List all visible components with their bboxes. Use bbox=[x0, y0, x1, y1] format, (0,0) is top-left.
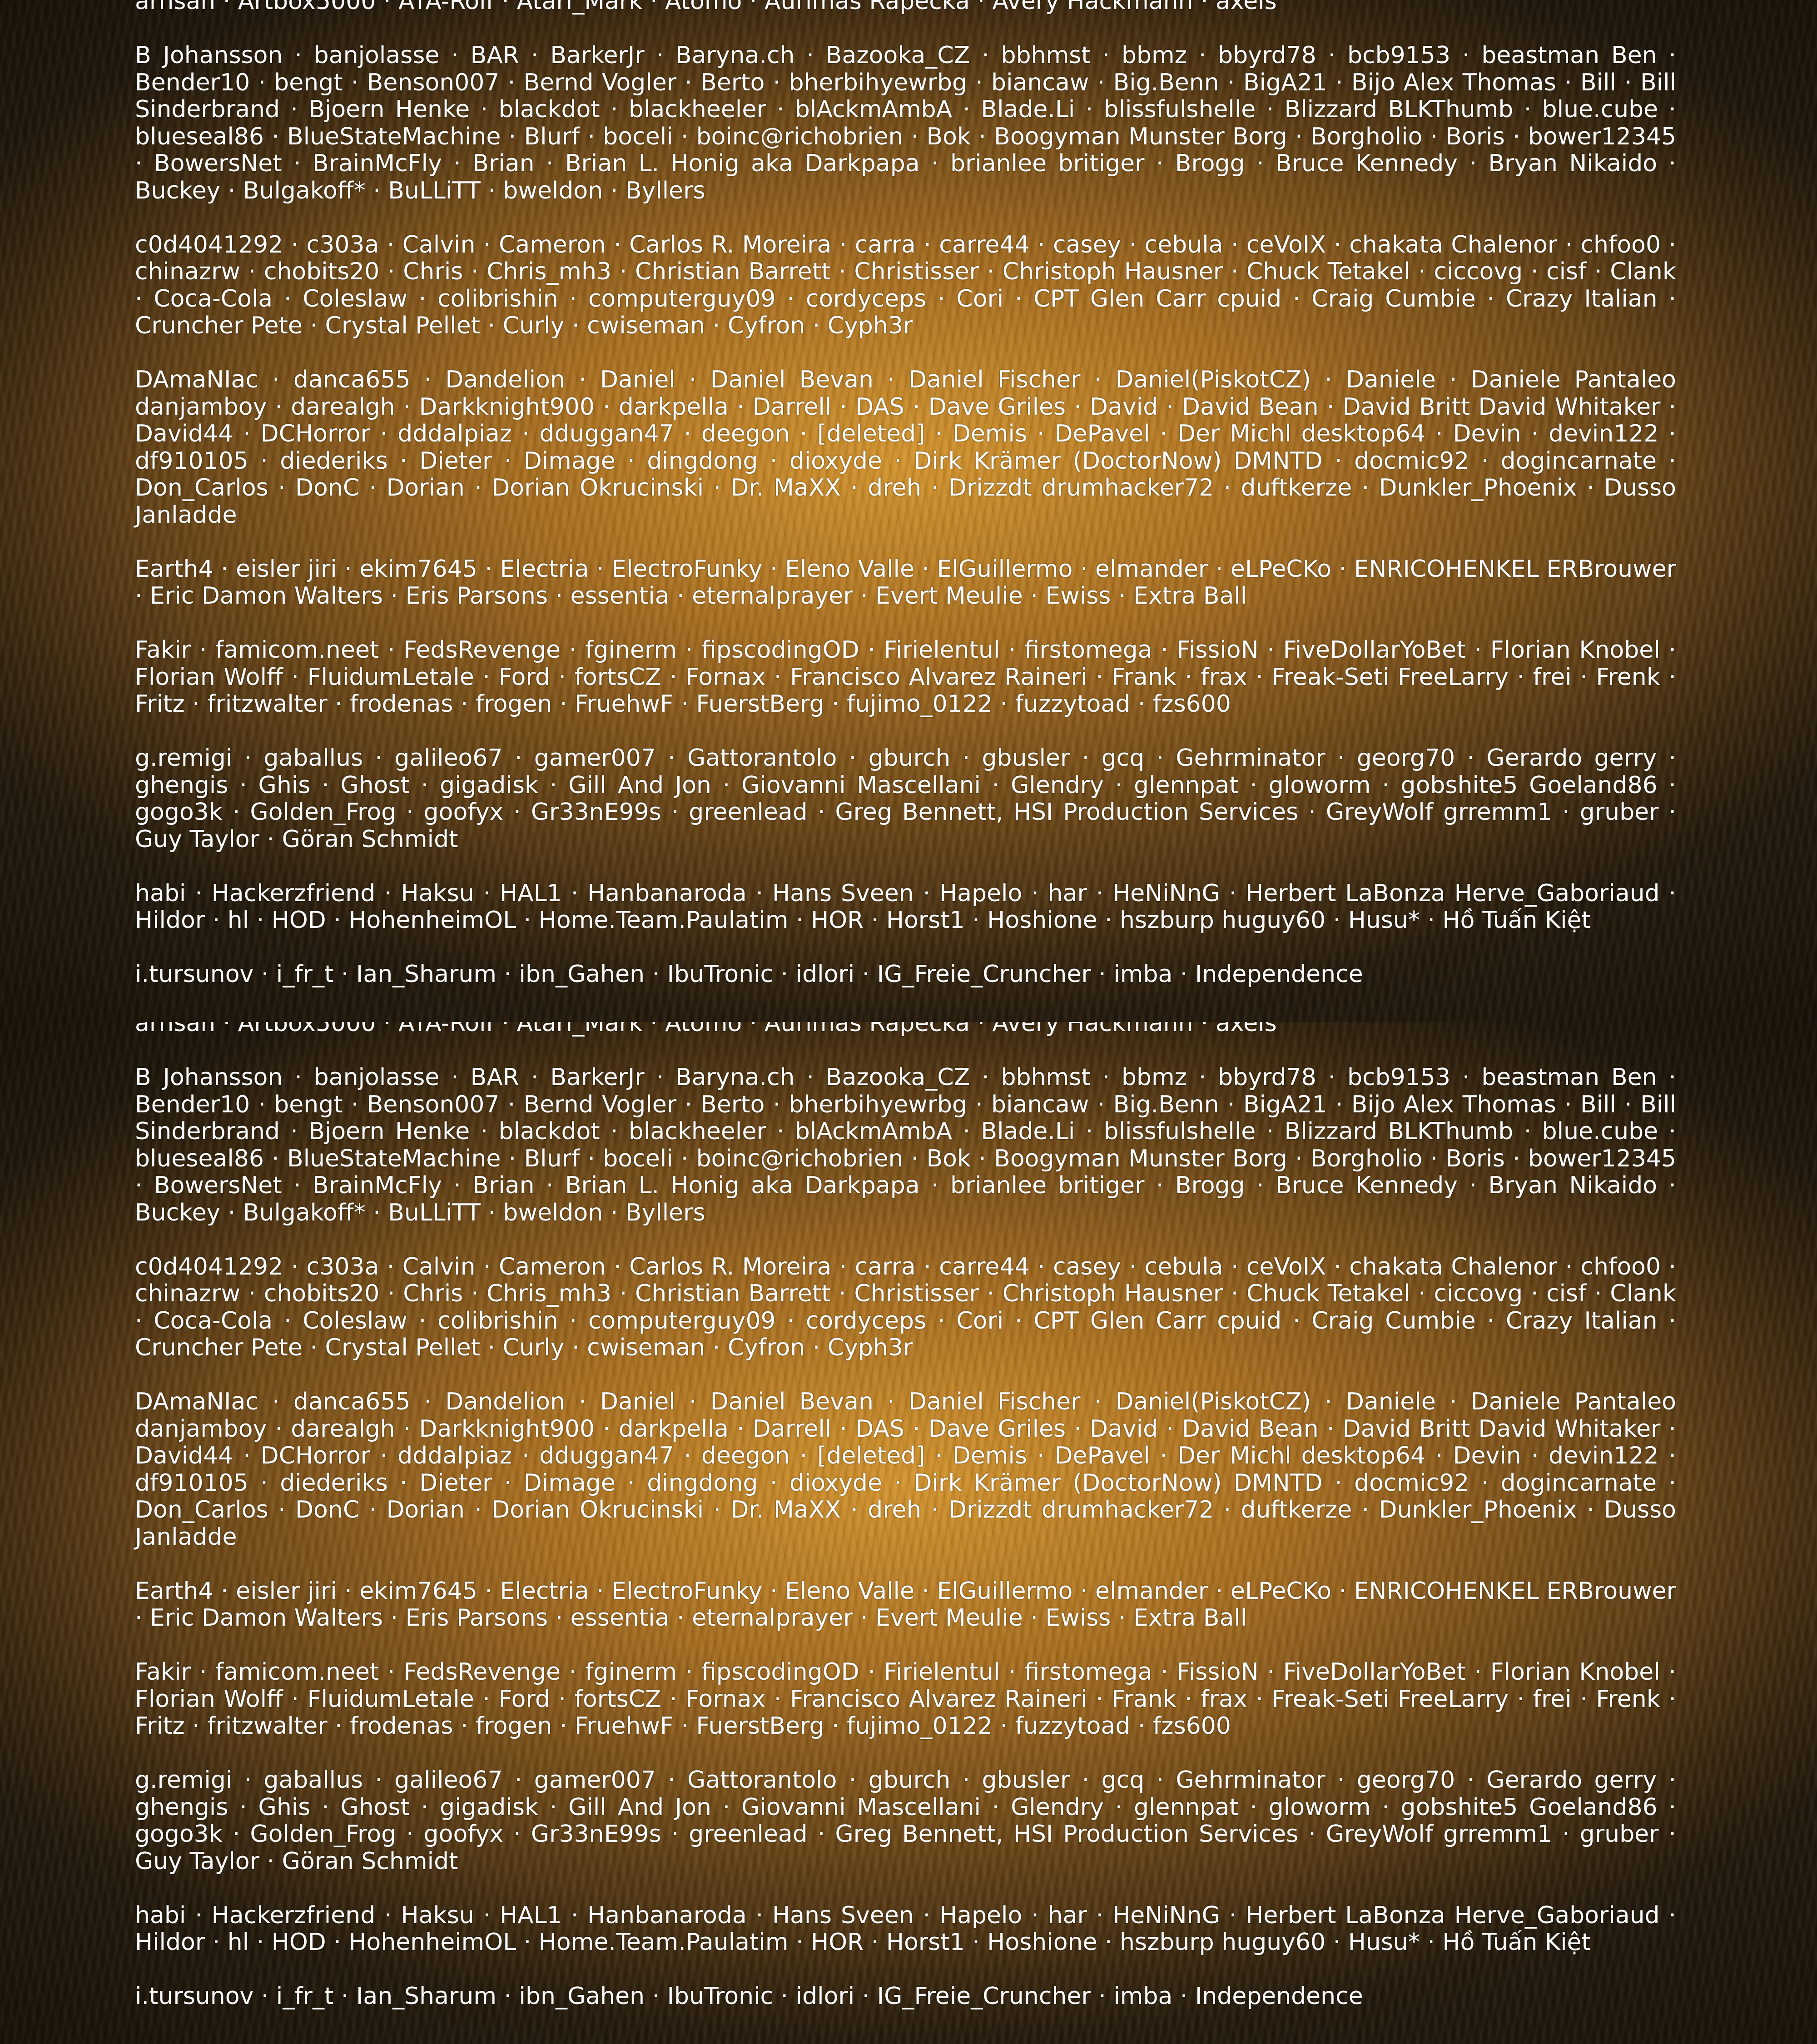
credits-block-d: DAmaNIac · danca655 · Dandelion · Daniel · Daniel Bevan · Daniel Fischer · Daniel(PiskotCZ) · Daniele · Daniele Pantaleo danjamboy · darealgh · Darkknight900 · darkpella · Darrell · DAS · Dave Griles · David · David Bean · David Britt David Whitaker · David44 · DCHorror · dddalpiaz · dduggan47 · deegon · [deleted] · Demis · DePavel · Der Michl desktop64 · Devin · devin122 · df910105 · diederiks · Dieter · Dimage · dingdong · dioxyde · Dirk Krämer (DoctorNow) DMNTD · docmic92 · dogincarnate · Don_Carlos · DonC · Dorian · Dorian Okrucinski · Dr. MaXX · dreh · Drizzdt drumhacker72 · duftkerze · Dunkler_Phoenix · Dusso Janladde bbox=[135, 1389, 1676, 1551]
credits-block-h: habi · Hackerzfriend · Haksu · HAL1 · Hanbanaroda · Hans Sveen · Hapelo · har · HeNiNnG · Herbert LaBonza Herve_Gaboriaud · Hildor · hl · HOD · HohenheimOL · Home.Team.Paulatim · HOR · Horst1 · Hoshione · hszburp huguy60 · Husu* · Hồ Tuấn Kiệt bbox=[135, 1902, 1676, 1956]
credits-block-b: B Johansson · banjolasse · BAR · BarkerJr · Baryna.ch · Bazooka_CZ · bbhmst · bbmz · bbyrd78 · bcb9153 · beastman Ben · Bender10 · bengt · Benson007 · Bernd Vogler · Berto · bherbihyewrbg · biancaw · Big.Benn · BigA21 · Bijo Alex Thomas · Bill · Bill Sinderbrand · Bjoern Henke · blackdot · blackheeler · blAckmAmbA · Blade.Li · blissfulshelle · Blizzard BLKThumb · blue.cube · blueseal86 · BlueStateMachine · Blurf · boceli · boinc@richobrien · Bok · Boogyman Munster Borg · Borgholio · Boris · bower12345 · BowersNet · BrainMcFly · Brian · Brian L. Honig aka Darkpapa · brianlee britiger · Brogg · Bruce Kennedy · Bryan Nikaido · Buckey · Bulgakoff* · BuLLiTT · bweldon · Byllers bbox=[135, 1064, 1676, 1226]
credits-block-e: Earth4 · eisler jiri · ekim7645 · Electria · ElectroFunky · Eleno Valle · ElGuillermo · elmander · eLPeCKo · ENRICOHENKEL ERBrouwer · Eric Damon Walters · Eris Parsons · essentia · eternalprayer · Evert Meulie · Ewiss · Extra Ball bbox=[135, 1578, 1676, 1632]
credits-block-a-tail: arnsan · Artbox5000 · ATA-Rolf · Atari_Mark · Atomo · Aurimas Rapecka · Avery Hackmann · axels bbox=[135, 0, 1676, 15]
credits-block-h: habi · Hackerzfriend · Haksu · HAL1 · Hanbanaroda · Hans Sveen · Hapelo · har · HeNiNnG · Herbert LaBonza Herve_Gaboriaud · Hildor · hl · HOD · HohenheimOL · Home.Team.Paulatim · HOR · Horst1 · Hoshione · hszburp huguy60 · Husu* · Hồ Tuấn Kiệt bbox=[135, 880, 1676, 934]
credits-block-i-head: i.tursunov · i_fr_t · Ian_Sharum · ibn_Gahen · IbuTronic · idlori · IG_Freie_Cruncher · imba · Independence bbox=[135, 961, 1676, 988]
credits-block-b: B Johansson · banjolasse · BAR · BarkerJr · Baryna.ch · Bazooka_CZ · bbhmst · bbmz · bbyrd78 · bcb9153 · beastman Ben · Bender10 · bengt · Benson007 · Bernd Vogler · Berto · bherbihyewrbg · biancaw · Big.Benn · BigA21 · Bijo Alex Thomas · Bill · Bill Sinderbrand · Bjoern Henke · blackdot · blackheeler · blAckmAmbA · Blade.Li · blissfulshelle · Blizzard BLKThumb · blue.cube · blueseal86 · BlueStateMachine · Blurf · boceli · boinc@richobrien · Bok · Boogyman Munster Borg · Borgholio · Boris · bower12345 · BowersNet · BrainMcFly · Brian · Brian L. Honig aka Darkpapa · brianlee britiger · Brogg · Bruce Kennedy · Bryan Nikaido · Buckey · Bulgakoff* · BuLLiTT · bweldon · Byllers bbox=[135, 42, 1676, 204]
credits-block-c: c0d4041292 · c303a · Calvin · Cameron · Carlos R. Moreira · carra · carre44 · casey · cebula · ceVoIX · chakata Chalenor · chfoo0 · chinazrw · chobits20 · Chris · Chris_mh3 · Christian Barrett · Christisser · Christoph Hausner · Chuck Tetakel · ciccovg · cisf · Clank · Coca-Cola · Coleslaw · colibrishin · computerguy09 · cordyceps · Cori · CPT Glen Carr cpuid · Craig Cumbie · Crazy Italian · Cruncher Pete · Crystal Pellet · Curly · cwiseman · Cyfron · Cyph3r bbox=[135, 232, 1676, 340]
credits-block-f: Fakir · famicom.neet · FedsRevenge · fginerm · fipscodingOD · Firielentul · firstomega · FissioN · FiveDollarYoBet · Florian Knobel · Florian Wolff · FluidumLetale · Ford · fortsCZ · Fornax · Francisco Alvarez Raineri · Frank · frax · Freak-Seti FreeLarry · frei · Frenk · Fritz · fritzwalter · frodenas · frogen · FruehwF · FuerstBerg · fujimo_0122 · fuzzytoad · fzs600 bbox=[135, 1659, 1676, 1740]
credits-block-g: g.remigi · gaballus · galileo67 · gamer007 · Gattorantolo · gburch · gbusler · gcq · Gehrminator · georg70 · Gerardo gerry · ghengis · Ghis · Ghost · gigadisk · Gill And Jon · Giovanni Mascellani · Glendry · glennpat · gloworm · gobshite5 Goeland86 · gogo3k · Golden_Frog · goofyx · Gr33nE99s · greenlead · Greg Bennett, HSI Production Services · GreyWolf grremm1 · gruber · Guy Taylor · Göran Schmidt bbox=[135, 745, 1676, 853]
credits-block-e: Earth4 · eisler jiri · ekim7645 · Electria · ElectroFunky · Eleno Valle · ElGuillermo · elmander · eLPeCKo · ENRICOHENKEL ERBrouwer · Eric Damon Walters · Eris Parsons · essentia · eternalprayer · Evert Meulie · Ewiss · Extra Ball bbox=[135, 556, 1676, 610]
credits-block-c: c0d4041292 · c303a · Calvin · Cameron · Carlos R. Moreira · carra · carre44 · casey · cebula · ceVoIX · chakata Chalenor · chfoo0 · chinazrw · chobits20 · Chris · Chris_mh3 · Christian Barrett · Christisser · Christoph Hausner · Chuck Tetakel · ciccovg · cisf · Clank · Coca-Cola · Coleslaw · colibrishin · computerguy09 · cordyceps · Cori · CPT Glen Carr cpuid · Craig Cumbie · Crazy Italian · Cruncher Pete · Crystal Pellet · Curly · cwiseman · Cyfron · Cyph3r bbox=[135, 1254, 1676, 1362]
credits-block-d: DAmaNIac · danca655 · Dandelion · Daniel · Daniel Bevan · Daniel Fischer · Daniel(PiskotCZ) · Daniele · Daniele Pantaleo danjamboy · darealgh · Darkknight900 · darkpella · Darrell · DAS · Dave Griles · David · David Bean · David Britt David Whitaker · David44 · DCHorror · dddalpiaz · dduggan47 · deegon · [deleted] · Demis · DePavel · Der Michl desktop64 · Devin · devin122 · df910105 · diederiks · Dieter · Dimage · dingdong · dioxyde · Dirk Krämer (DoctorNow) DMNTD · docmic92 · dogincarnate · Don_Carlos · DonC · Dorian · Dorian Okrucinski · Dr. MaXX · dreh · Drizzdt drumhacker72 · duftkerze · Dunkler_Phoenix · Dusso Janladde bbox=[135, 367, 1676, 529]
credits-block-f: Fakir · famicom.neet · FedsRevenge · fginerm · fipscodingOD · Firielentul · firstomega · FissioN · FiveDollarYoBet · Florian Knobel · Florian Wolff · FluidumLetale · Ford · fortsCZ · Fornax · Francisco Alvarez Raineri · Frank · frax · Freak-Seti FreeLarry · frei · Frenk · Fritz · fritzwalter · frodenas · frogen · FruehwF · FuerstBerg · fujimo_0122 · fuzzytoad · fzs600 bbox=[135, 637, 1676, 718]
credits-block-a-tail: arnsan · Artbox5000 · ATA-Rolf · Atari_Mark · Atomo · Aurimas Rapecka · Avery Hackmann · axels bbox=[135, 1022, 1676, 1037]
credits-block-i-head: i.tursunov · i_fr_t · Ian_Sharum · ibn_Gahen · IbuTronic · idlori · IG_Freie_Cruncher · imba · Independence bbox=[135, 1983, 1676, 2010]
credits-block-g: g.remigi · gaballus · galileo67 · gamer007 · Gattorantolo · gburch · gbusler · gcq · Gehrminator · georg70 · Gerardo gerry · ghengis · Ghis · Ghost · gigadisk · Gill And Jon · Giovanni Mascellani · Glendry · glennpat · gloworm · gobshite5 Goeland86 · gogo3k · Golden_Frog · goofyx · Gr33nE99s · greenlead · Greg Bennett, HSI Production Services · GreyWolf grremm1 · gruber · Guy Taylor · Göran Schmidt bbox=[135, 1767, 1676, 1875]
